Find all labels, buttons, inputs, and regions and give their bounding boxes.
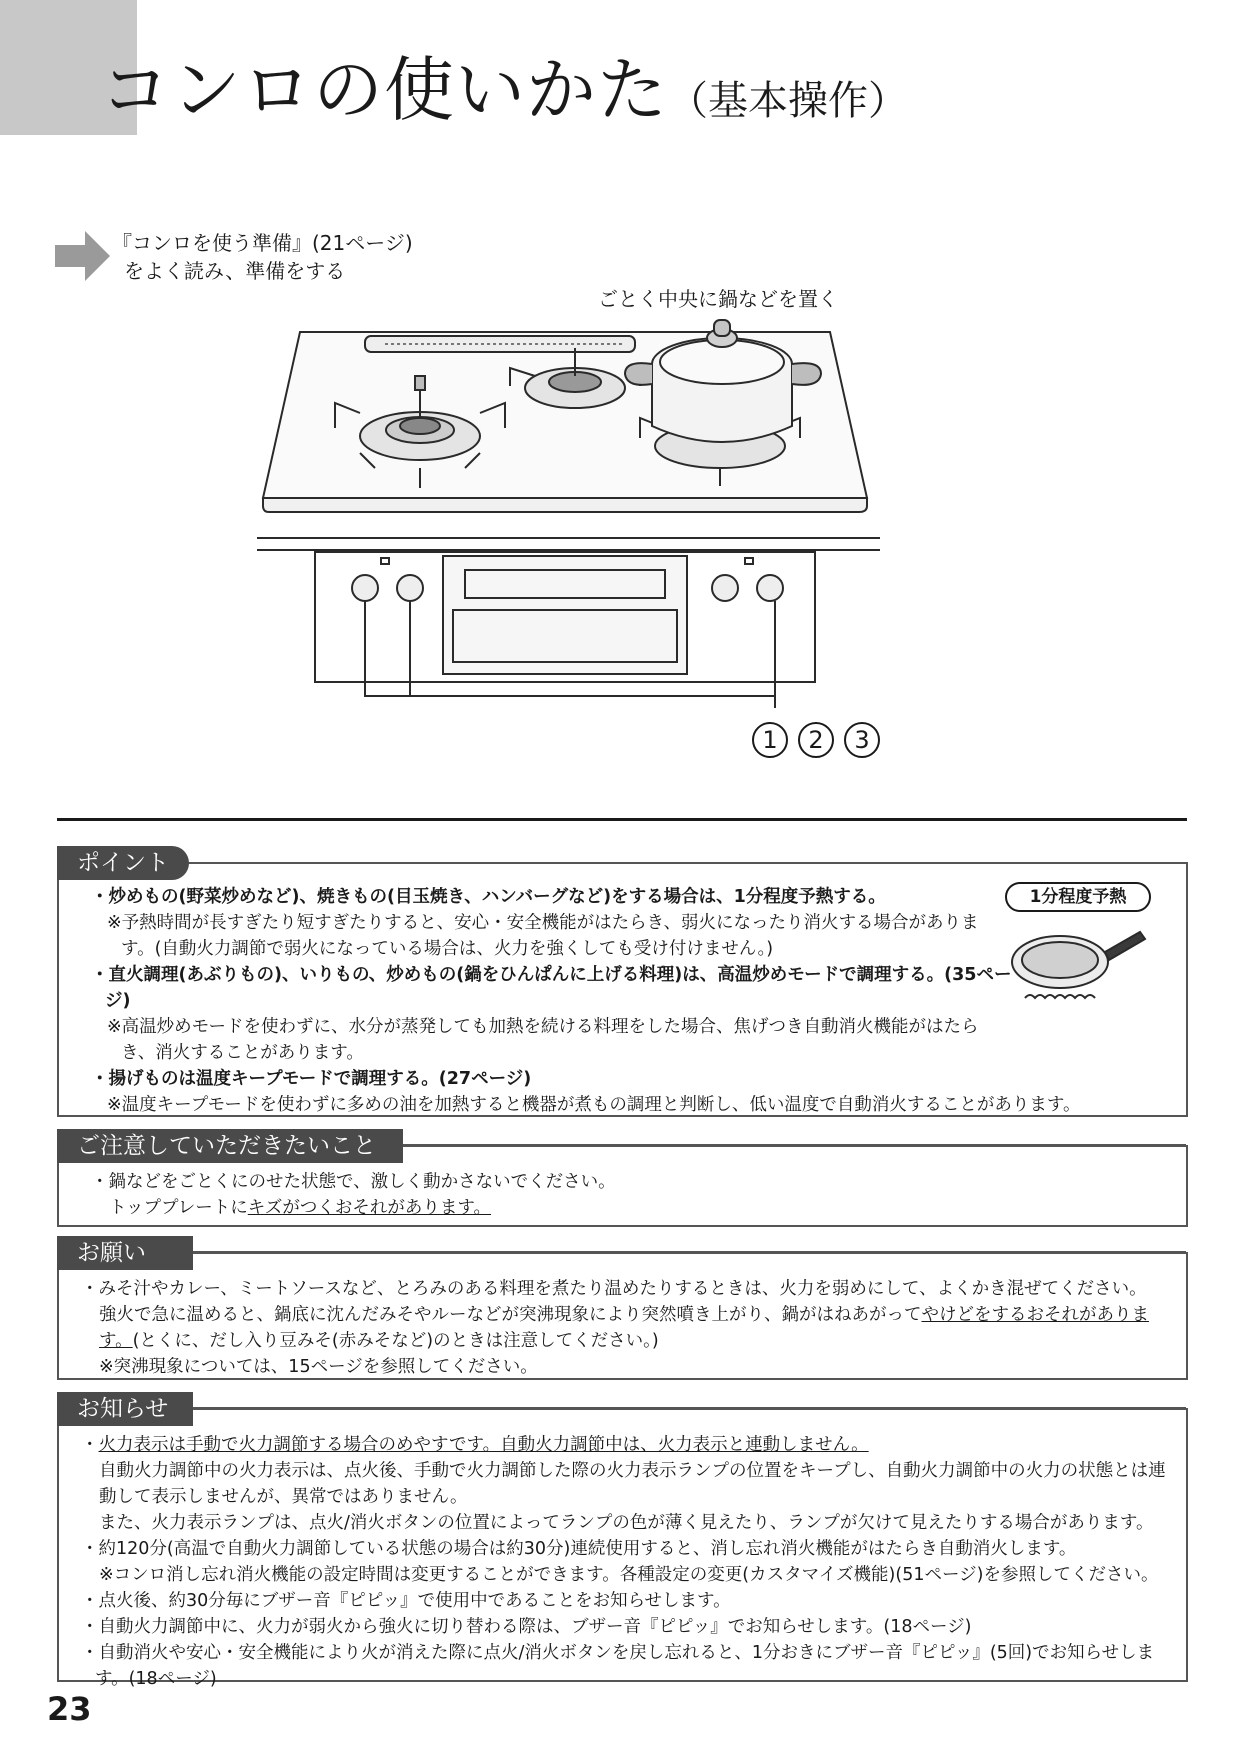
preheat-label: 1分程度予熱 [1005,882,1151,912]
prep-line-2: をよく読み、準備をする [124,259,346,283]
notice-item-2: ・約120分(高温で自動火力調節している状態の場合は約30分)連続使用すると、消し忘れ消火機能がはたらき自動消火します。 [81,1539,1077,1559]
pot-label: ごとく中央に鍋などを置く [598,287,838,311]
caution-warning-text: キズがつくおそれがあります。 [247,1198,492,1218]
point-note-2: ※高温炒めモードを使わずに、水分が蒸発しても加熱を続ける料理をした場合、焦げつき自動消火機能がはたらき、消火することがあります。 [107,1017,979,1063]
page-title [100,49,908,131]
notice-box [57,1408,1188,1689]
notice-item-1-detail-2: また、火力表示ランプは、点火/消火ボタンの位置によってランプの色が薄く見えたり、ランプが欠けて見えたりする場合があります。 [99,1513,1154,1533]
page-number: 23 [47,1690,92,1728]
notice-item-4: ・自動火力調節中に、火力が弱火から強火に切り替わる際は、ブザー音『ピピッ』でお知らせします。(18ページ) [81,1617,972,1637]
point-label: ポイント [57,846,189,880]
notice-item-1: ・火力表示は手動で火力調節する場合のめやすです。自動火力調節中は、火力表示と連動しません。 [81,1435,869,1455]
title-sub: （基本操作） [668,78,908,124]
caution-label: ご注意していただきたいこと [57,1129,403,1163]
request-box [57,1252,1188,1380]
request-line-3: ※突沸現象については、15ページを参照してください。 [99,1357,538,1377]
request-header-line [57,1251,1186,1253]
notice-item-5: ・自動消火や安心・安全機能により火が消えた際に点火/消火ボタンを戻し忘れると、1分おきにブザー音『ピピッ』(5回)でお知らせします。(18ページ) [81,1643,1155,1689]
prep-line-1: 『コンロを使う準備』(21ページ) [112,231,413,255]
section-divider [57,818,1187,821]
number-3: 3 [844,722,880,758]
prep-instruction [112,229,413,285]
caution-line-2 [79,1195,1166,1221]
title-main: コンロの使いかた [100,49,668,131]
preheat-figure [1005,882,1151,1020]
notice-item-4-text: 自動火力調節中に、火力が弱火から強火に切り替わる際は、ブザー音『ピピッ』でお知らせします。(18ページ) [98,1617,972,1637]
number-labels [752,722,892,758]
point-note-3: ※温度キープモードを使わずに多めの油を加熱すると機器が煮もの調理と判断し、低い温度で自動消火することがあります。 [107,1095,1081,1115]
notice-item-1-detail: 自動火力調節中の火力表示は、点火後、手動で火力調節した際の火力表示ランプの位置をキープし、自動火力調節中の火力の状態とは連動して表示しませんが、異常ではありません。 [99,1461,1166,1507]
caution-line-1: ・鍋などをごとくにのせた状態で、激しく動かさないでください。 [91,1172,616,1192]
notice-item-3: ・点火後、約30分毎にブザー音『ピピッ』で使用中であることをお知らせします。 [81,1591,731,1611]
point-item-2: ・直火調理(あぶりもの)、いりもの、炒めもの(鍋をひんぱんに上げる料理)は、高温炒めモードで調理する。(35ページ) [91,965,1012,1011]
request-label: お願い [57,1236,193,1270]
notice-label: お知らせ [57,1392,193,1426]
point-item-3: ・揚げものは温度キープモードで調理する。(27ページ) [91,1069,532,1089]
stove-illustration [255,318,905,708]
notice-item-3-text: 点火後、約30分毎にブザー音『ピピッ』で使用中であることをお知らせします。 [98,1591,731,1611]
request-warning-text: やけどをするおそれがあります。 [99,1305,1149,1351]
number-1: 1 [752,722,788,758]
notice-item-2-note: ※コンロ消し忘れ消火機能の設定時間は変更することができます。各種設定の変更(カスタマイズ機能)(51ページ)を参照してください。 [99,1565,1159,1585]
notice-item-1-underlined: 火力表示は手動で火力調節する場合のめやすです。自動火力調節中は、火力表示と連動しません。 [98,1435,869,1455]
point-box [57,862,1188,1117]
arrow-right-icon [55,231,110,281]
notice-item-2-text: 約120分(高温で自動火力調節している状態の場合は約30分)連続使用すると、消し忘れ消火機能がはたらき自動消火します。 [98,1539,1077,1559]
notice-header-line [57,1407,1186,1409]
frying-pan-icon [1005,912,1151,1012]
request-line-1: ・みそ汁やカレー、ミートソースなど、とろみのある料理を煮たり温めたりするときは、火力を弱めにして、よくかき混ぜてください。 [81,1279,1147,1299]
request-line-2-text: 強火で急に温めると、鍋底に沈んだみそやルーなどが突沸現象により突然噴き上がり、鍋がはねあがって [99,1305,922,1325]
notice-item-5-text: 自動消火や安心・安全機能により火が消えた際に点火/消火ボタンを戻し忘れると、1分おきにブザー音『ピピッ』(5回)でお知らせします。(18ページ) [95,1643,1155,1689]
point-note-1: ※予熱時間が長すぎたり短すぎたりすると、安心・安全機能がはたらき、弱火になったり消火する場合があります。(自動火力調節で弱火になっている場合は、火力を強くしても受け付けません。) [107,913,979,959]
number-2: 2 [798,722,834,758]
point-item-1: ・炒めもの(野菜炒めなど)、焼きもの(目玉焼き、ハンバーグなど)をする場合は、1分程度予熱する。 [91,887,886,907]
request-line-2-post: (とくに、だし入り豆みそ(赤みそなど)のときは注意してください。) [132,1331,659,1351]
caution-line-2-text: トッププレートに [109,1198,248,1218]
request-line-2 [69,1302,1166,1354]
